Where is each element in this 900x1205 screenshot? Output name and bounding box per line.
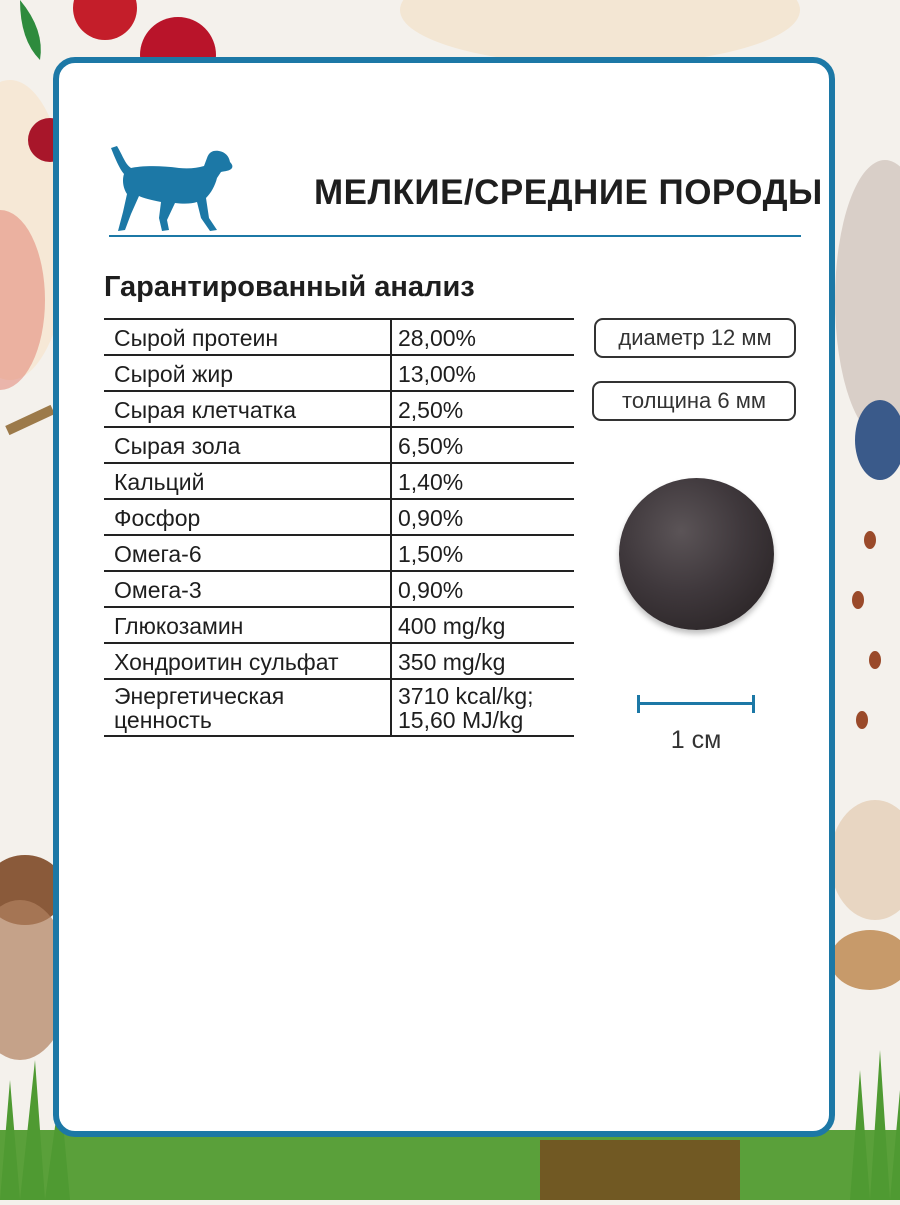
info-card	[53, 57, 835, 1137]
table-row	[104, 607, 574, 643]
scale-tick	[637, 695, 640, 713]
thickness-badge: толщина 6 мм	[592, 381, 796, 421]
table-row	[104, 499, 574, 535]
table-row	[104, 535, 574, 571]
table-row	[104, 355, 574, 391]
nutrient-name: Кальций	[104, 463, 391, 499]
analysis-title: Гарантированный анализ	[104, 271, 475, 303]
nutrient-value: 13,00%	[391, 355, 574, 391]
table-row	[104, 427, 574, 463]
nutrient-value: 6,50%	[391, 427, 574, 463]
dog-icon	[109, 138, 234, 233]
nutrient-name: Омега-3	[104, 571, 391, 607]
diameter-badge: диаметр 12 мм	[594, 318, 796, 358]
nutrient-name: Сырой протеин	[104, 319, 391, 355]
nutrient-name: Сырой жир	[104, 355, 391, 391]
table-row	[104, 391, 574, 427]
nutrient-name: Глюкозамин	[104, 607, 391, 643]
nutrient-value: 3710 kcal/kg; 15,60 MJ/kg	[391, 679, 574, 736]
nutrient-value: 28,00%	[391, 319, 574, 355]
scale-tick	[752, 695, 755, 713]
table-row	[104, 679, 574, 736]
page-title: МЕЛКИЕ/СРЕДНИЕ ПОРОДЫ	[314, 173, 823, 212]
table-row	[104, 463, 574, 499]
scale-label: 1 см	[670, 726, 722, 754]
analysis-table	[104, 318, 574, 737]
nutrient-name: Фосфор	[104, 499, 391, 535]
nutrient-value: 0,90%	[391, 571, 574, 607]
kibble-image	[619, 478, 774, 630]
nutrient-name: Хондроитин сульфат	[104, 643, 391, 679]
table-row	[104, 571, 574, 607]
header-divider	[109, 235, 801, 237]
table-row	[104, 643, 574, 679]
nutrient-value: 400 mg/kg	[391, 607, 574, 643]
scale-line	[637, 702, 755, 705]
scale-bar	[637, 695, 755, 713]
nutrient-value: 350 mg/kg	[391, 643, 574, 679]
nutrient-value: 2,50%	[391, 391, 574, 427]
nutrient-name: Сырая зола	[104, 427, 391, 463]
nutrient-name: Омега-6	[104, 535, 391, 571]
nutrient-value: 1,50%	[391, 535, 574, 571]
nutrient-name: Энергетическая ценность	[104, 679, 391, 736]
nutrient-value: 0,90%	[391, 499, 574, 535]
nutrient-name: Сырая клетчатка	[104, 391, 391, 427]
nutrient-value: 1,40%	[391, 463, 574, 499]
header	[109, 133, 823, 243]
table-row	[104, 319, 574, 355]
